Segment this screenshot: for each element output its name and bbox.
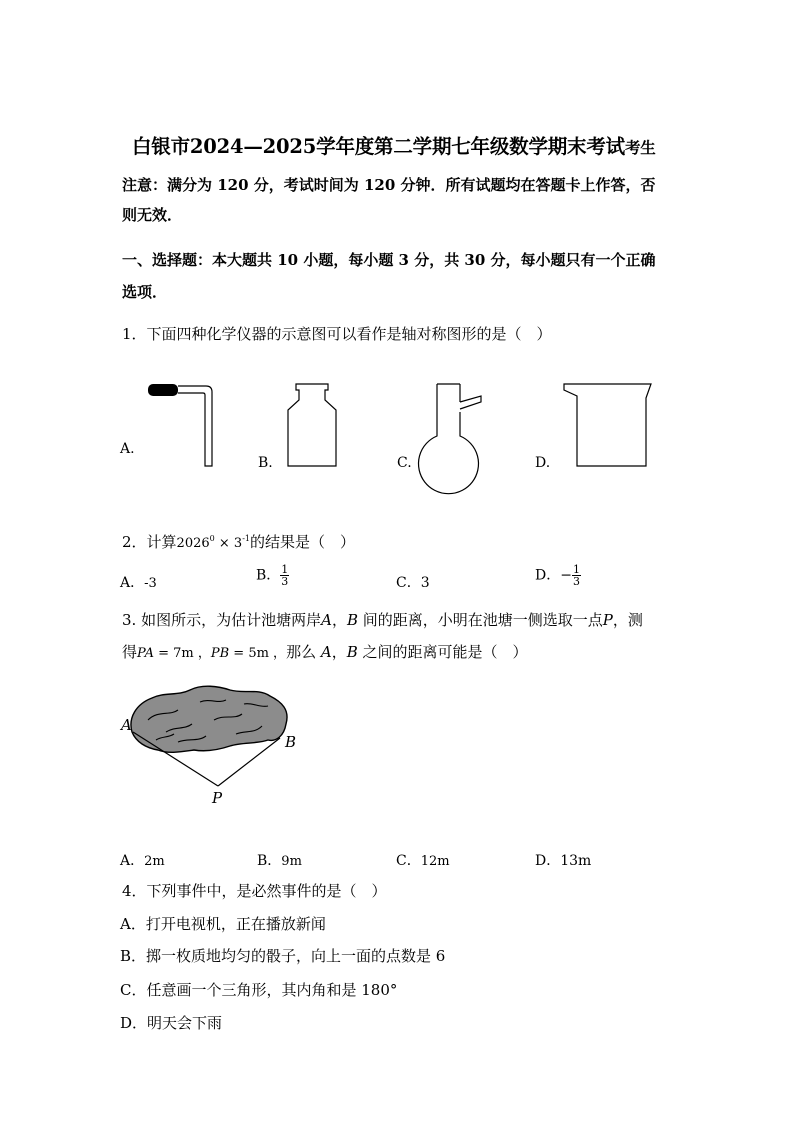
beaker-illustration bbox=[561, 382, 656, 472]
q4-option-a: A．打开电视机，正在播放新闻 bbox=[120, 915, 326, 933]
q4-option-d: D．明天会下雨 bbox=[120, 1014, 223, 1032]
point-a-label: A bbox=[121, 716, 132, 734]
question-3-line-1: 3. 如图所示，为估计池塘两岸A，B 间的距离，小明在池塘一侧选取一点P，测 bbox=[122, 611, 643, 629]
flask-left-outline bbox=[419, 384, 479, 494]
tube-body bbox=[178, 386, 212, 466]
q2-option-d: D．− $\frac{1}{3}$ bbox=[535, 563, 580, 588]
q3-option-a: A．2m bbox=[120, 853, 165, 869]
title-main: 白银市2024—2025学年度第二学期七年级数学期末考试 bbox=[132, 135, 625, 158]
q2-option-a: A．-3 bbox=[120, 575, 157, 591]
q1-option-a-label: A. bbox=[120, 441, 135, 457]
beaker-outline bbox=[564, 384, 651, 466]
q1-option-d-label: D. bbox=[535, 455, 551, 471]
q1-option-c-label: C. bbox=[397, 455, 412, 471]
reagent-bottle-illustration bbox=[284, 382, 344, 472]
flask-illustration bbox=[421, 382, 486, 490]
q3-option-b: B．9m bbox=[257, 853, 302, 869]
q2-option-c: C．3 bbox=[396, 575, 430, 591]
fraction-one-third: $\frac{1}{3}$ bbox=[281, 563, 289, 588]
fraction-one-third: $\frac{1}{3}$ bbox=[572, 563, 580, 588]
q3-option-c: C．12m bbox=[396, 853, 450, 869]
page-title bbox=[132, 131, 656, 159]
q4-option-b: B．掷一枚质地均匀的骰子，向上一面的点数是 6 bbox=[120, 947, 446, 965]
q3-option-d: D．13m bbox=[535, 853, 592, 869]
bent-tube-illustration bbox=[146, 382, 216, 470]
section-heading-line-2: 选项． bbox=[122, 283, 168, 301]
notice-line-2: 则无效． bbox=[122, 206, 183, 224]
tube-stopper bbox=[148, 384, 178, 396]
notice-line-1: 注意：满分为 120 分，考试时间为 120 分钟．所有试题均在答题卡上作答，否 bbox=[122, 176, 656, 194]
title-suffix: 考生 bbox=[624, 138, 656, 157]
q4-option-c: C．任意画一个三角形，其内角和是 180° bbox=[120, 981, 398, 999]
question-2-stem: 2．计算$2026^0 \times 3^{-1}$的结果是（ ） bbox=[122, 533, 355, 551]
point-p-label: P bbox=[212, 789, 223, 807]
section-heading-line-1: 一、选择题：本大题共 10 小题，每小题 3 分，共 30 分，每小题只有一个正确 bbox=[122, 251, 656, 269]
q1-option-b-label: B. bbox=[258, 455, 273, 471]
question-3-line-2: 得PA = 7m ，PB = 5m ，那么 A，B 之间的距离可能是（ ） bbox=[122, 643, 528, 661]
q2-option-b: B． $\frac{1}{3}$ bbox=[256, 563, 289, 588]
pond-shape bbox=[131, 686, 287, 752]
flask-side-arm bbox=[460, 396, 481, 409]
bottle-outline bbox=[288, 384, 336, 466]
question-1-stem: 1．下面四种化学仪器的示意图可以看作是轴对称图形的是（ ） bbox=[122, 325, 552, 343]
question-4-stem: 4．下列事件中，是必然事件的是（ ） bbox=[122, 882, 387, 900]
point-b-label: B bbox=[285, 733, 297, 751]
